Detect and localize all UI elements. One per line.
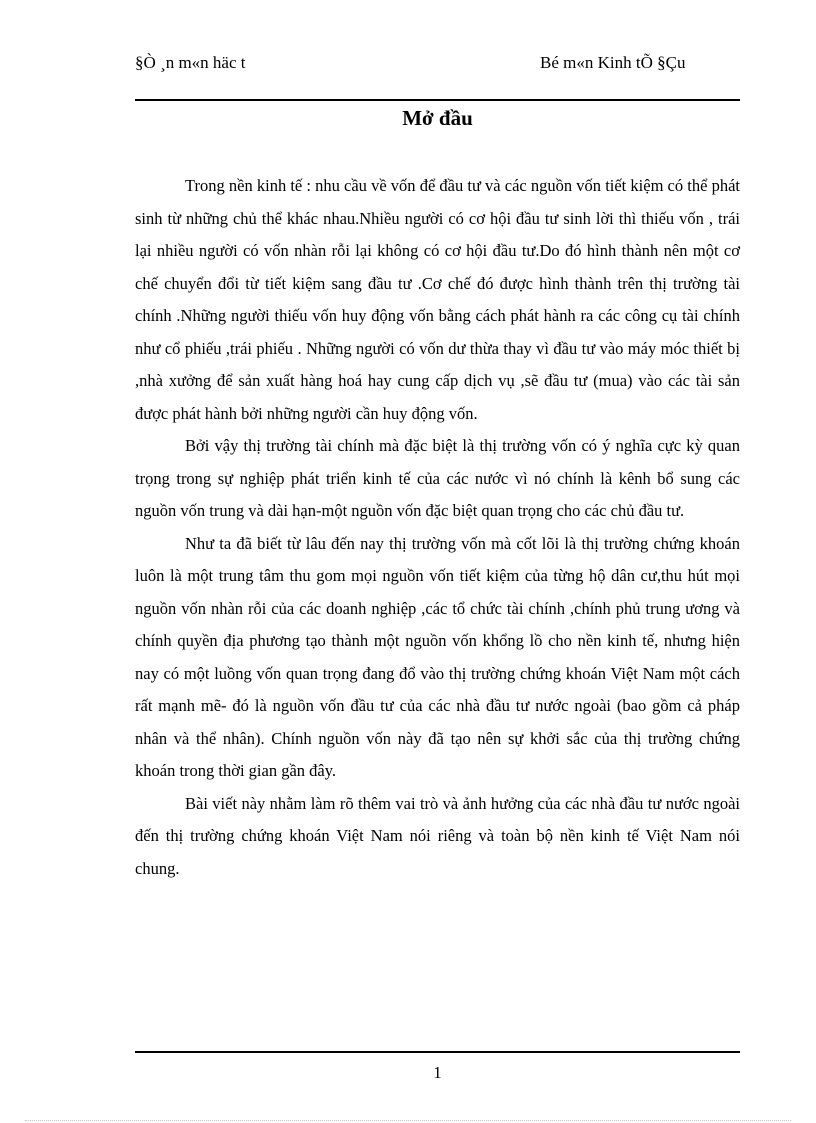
paragraph-1: Trong nền kinh tế : nhu cầu về vốn để đầu tư và các nguồn vốn tiết kiệm có thể phát sinh từ những chủ thể khác nhau.Nhiều người có cơ hội đầu tư sinh lời thì thiếu vốn , trái lại nhiều người có vốn nhàn rỗi lại không có cơ hội đầu tư.Do đó hình thành nên một cơ chế chuyển đổi từ tiết kiệm sang đầu tư .Cơ chế đó được hình thành trên thị trường tài chính .Những người thiếu vốn huy động vốn bằng cách phát hành ra các công cụ tài chính như cổ phiếu ,trái phiếu . Những người có vốn dư thừa thay vì đầu tư vào máy móc thiết bị ,nhà xưởng để sản xuất hàng hoá hay cung cấp dịch vụ ,sẽ đầu tư (mua) vào các tài sản được phát hành bởi những người cần huy động vốn. [135, 176, 740, 423]
paragraph-3: Như ta đã biết từ lâu đến nay thị trường vốn mà cốt lõi là thị trường chứng khoán luôn là một trung tâm thu gom mọi nguồn vốn tiết kiệm của từng hộ dân cư,thu hút mọi nguồn vốn nhàn rỗi của các doanh nghiệp ,các tổ chức tài chính ,chính phủ trung ương và chính quyền địa phương tạo thành một nguồn vốn khổng lồ cho nền kinh tế, nhưng hiện nay có một luồng vốn quan trọng đang đổ vào thị trường chứng khoán Việt Nam một cách rất mạnh mẽ- đó là nguồn vốn đầu tư của các nhà đầu tư nước ngoài (bao gồm cả pháp nhân và thể nhân). Chính nguồn vốn này đã tạo nên sự khởi sắc của thị trường chứng khoán trong thời gian gần đây. [135, 533, 740, 780]
paragraph-2: Bởi vậy thị trường tài chính mà đặc biệt là thị trường vốn có ý nghĩa cực kỳ quan trọng trong sự nghiệp phát triển kinh tế của các nước vì nó chính là kênh bổ sung các nguồn vốn trung và dài hạn-một nguồn vốn đặc biệt quan trọng cho các chủ đầu tư. [135, 436, 740, 520]
paragraph-4: Bài viết này nhằm làm rõ thêm vai trò và ảnh hưởng của các nhà đầu tư nước ngoài đến thị trường chứng khoán Việt Nam nói riêng và toàn bộ nền kinh tế Việt Nam nói chung. [135, 793, 740, 878]
footer-rule [135, 1051, 740, 1053]
header-right-text: Bé m«n Kinh tÕ §Çu [540, 53, 686, 72]
body-text [135, 170, 740, 885]
header-rule [135, 99, 740, 101]
page-edge-divider [25, 1120, 791, 1121]
header-left-text: §Ò ¸n m«n häc t [135, 53, 246, 72]
page-title: Mở đầu [402, 106, 473, 130]
page-number: 1 [433, 1063, 442, 1082]
